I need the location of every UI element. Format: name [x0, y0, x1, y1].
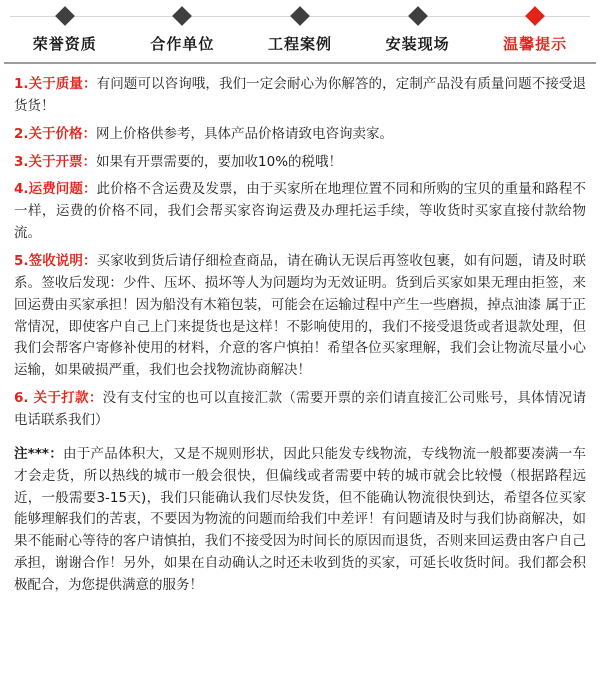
tab-projects[interactable]: [241, 9, 359, 62]
tip-text: 没有支付宝的也可以直接汇款（需要开票的亲们请直接汇公司账号，具体情况请电话联系我们）: [14, 390, 586, 429]
tip-label: 5.签收说明：: [14, 253, 97, 270]
tip-price: [14, 124, 586, 146]
tip-text: 如果有开票需要的，要加收10%的税哦！: [96, 153, 343, 170]
tip-label: 3.关于开票：: [14, 153, 97, 170]
tab-label: 合作单位: [150, 35, 215, 53]
tip-text: 买家收到货后请仔细检查商品，请在确认无误后再签收包裹，如有问题，请及时联系。签收后发现：少件、压坏、损坏等人为问题均为无效证明。货到后买家如果无理由拒签，来回运费由买家承担！因为船没有木箱包装，可能会在运输过程中产生一些磨损，掉点油漆 属于正常情况，即使客户自己上门来提货也是这样！不影响使用的，我们不接受退货或者退款处理，但我们会帮客户寄修补使用的材料，介意的客户慎拍！希望各位买家理解，我们会让物流尽量小心运输，如果破损严重，我们也会找物流协商解决！: [14, 253, 586, 379]
tab-installation[interactable]: [359, 9, 477, 62]
tab-tips[interactable]: [476, 9, 594, 62]
tip-quality: [14, 74, 586, 118]
tip-invoice: [14, 152, 586, 174]
tip-payment: [14, 388, 586, 432]
note-text: 由于产品体积大，又是不规则形状，因此只能发专线物流，专线物流一般都要凑满一车才会走货，所以热线的城市一般会很快，但偏线或者需要中转的城市就会比较慢（根据路程远近，一般需要3-15天)，我们只能确认我们尽快发货，但不能确认物流很快到达，希望各位买家能够理解我们的苦衷，不要因为物流的问题而给我们中差评！有问题请及时与我们协商解决，如果不能耐心等待的客户请慎拍，我们不接受因为时间长的原因而退货，否则来回运费由客户自己承担，谢谢合作！另外，如果在自动确认之时还未收到货的买家，可延长收货时间。我们都会积极配合，为您提供满意的服务！: [14, 445, 587, 594]
tip-signing: [14, 251, 586, 382]
note-label: 注***：: [14, 445, 63, 462]
tip-label: 1.关于质量：: [14, 76, 97, 92]
tab-label: 安装现场: [385, 35, 450, 53]
tip-shipping-fee: [14, 179, 586, 245]
tip-text: 有问题可以咨询哦，我们一定会耐心为你解答的，定制产品没有质量问题不接受退货货！: [14, 76, 586, 114]
tip-text: 网上价格供参考，具体产品价格请致电咨询卖家。: [96, 125, 394, 142]
tab-label: 温馨提示: [503, 35, 568, 53]
diamond-icon: [525, 6, 545, 26]
tip-text: 此价格不含运费及发票，由于买家所在地理位置不同和所购的宝贝的重量和路程不一样，运费的价格不同，我们会帮买家咨询运费及办理托运手续，等收货时买家直接付款给物流。: [14, 181, 586, 242]
tip-label: 6. 关于打款：: [14, 390, 103, 407]
diamond-icon: [290, 6, 310, 26]
diamond-icon: [172, 6, 192, 26]
tab-partners[interactable]: [124, 9, 242, 62]
tip-logistics-note: [14, 444, 586, 597]
tab-label: 荣誉资质: [32, 35, 97, 53]
tips-content: [0, 64, 600, 597]
tab-honors[interactable]: [6, 9, 124, 62]
tip-label: 4.运费问题：: [14, 181, 97, 198]
diamond-icon: [408, 6, 428, 26]
diamond-icon: [55, 6, 75, 26]
tip-label: 2.关于价格：: [14, 125, 97, 142]
tab-label: 工程案例: [267, 35, 332, 53]
section-nav: [0, 0, 600, 62]
